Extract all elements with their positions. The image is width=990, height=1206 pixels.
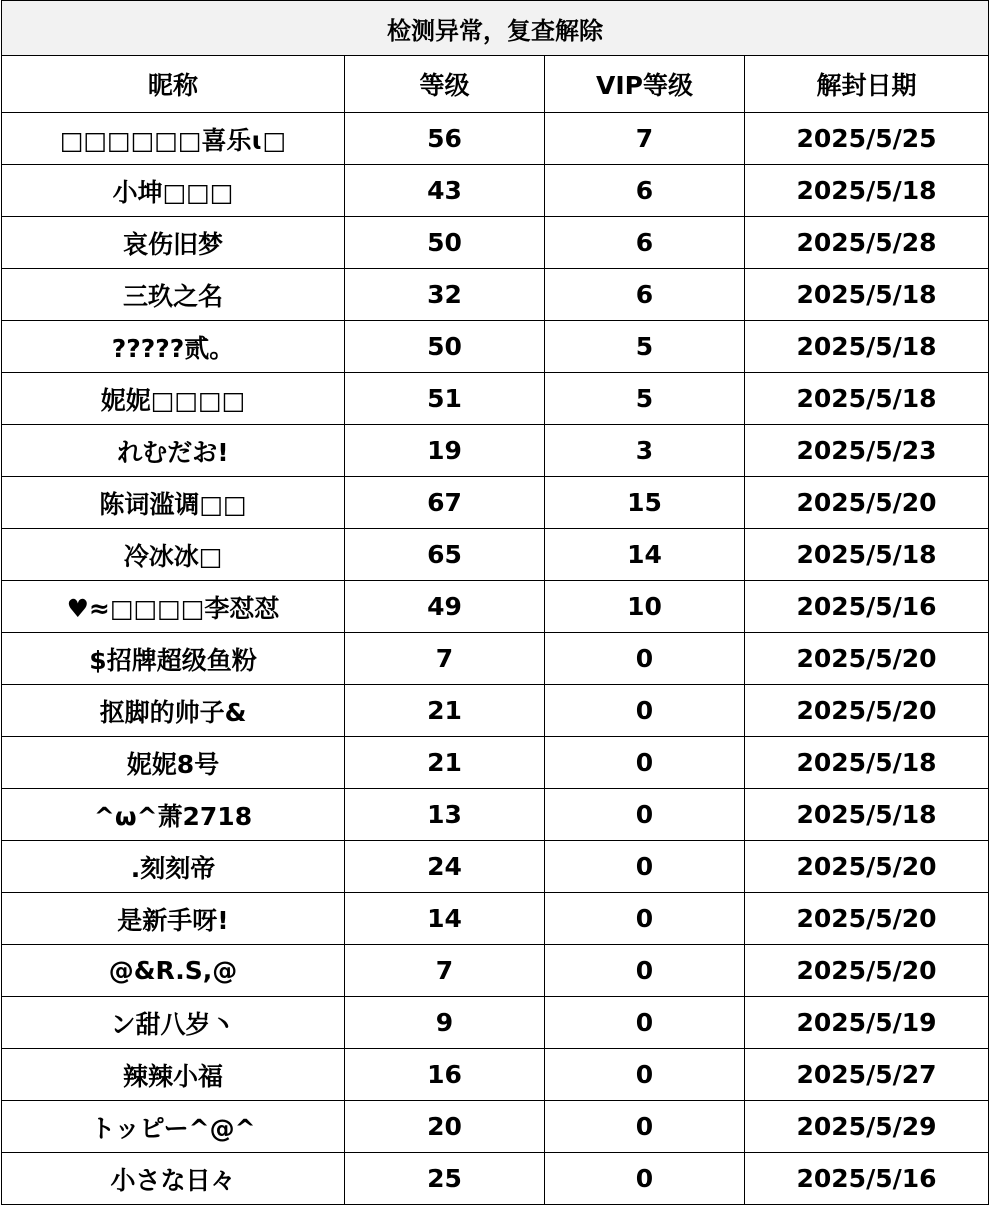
table-row xyxy=(2,945,989,997)
table-row xyxy=(2,633,989,685)
cell-vip-level: 0 xyxy=(545,633,745,685)
cell-vip-level: 0 xyxy=(545,1049,745,1101)
cell-nickname: @&R.S,@ xyxy=(2,945,345,997)
cell-nickname: 妮妮□□□□ xyxy=(2,373,345,425)
cell-nickname: 小さな日々 xyxy=(2,1153,345,1205)
cell-vip-level: 3 xyxy=(545,425,745,477)
cell-nickname: 小坤□□□ xyxy=(2,165,345,217)
cell-unban-date: 2025/5/20 xyxy=(745,685,989,737)
table-title-row xyxy=(2,1,989,56)
cell-unban-date: 2025/5/18 xyxy=(745,269,989,321)
table-row xyxy=(2,841,989,893)
cell-unban-date: 2025/5/16 xyxy=(745,1153,989,1205)
cell-unban-date: 2025/5/19 xyxy=(745,997,989,1049)
cell-vip-level: 5 xyxy=(545,373,745,425)
cell-nickname: ?????贰。 xyxy=(2,321,345,373)
table-row xyxy=(2,529,989,581)
cell-unban-date: 2025/5/23 xyxy=(745,425,989,477)
cell-level: 50 xyxy=(345,321,545,373)
cell-unban-date: 2025/5/18 xyxy=(745,373,989,425)
cell-level: 56 xyxy=(345,113,545,165)
cell-unban-date: 2025/5/18 xyxy=(745,789,989,841)
cell-vip-level: 5 xyxy=(545,321,745,373)
table-row xyxy=(2,1049,989,1101)
cell-vip-level: 6 xyxy=(545,269,745,321)
cell-level: 65 xyxy=(345,529,545,581)
cell-level: 50 xyxy=(345,217,545,269)
cell-unban-date: 2025/5/20 xyxy=(745,841,989,893)
table-row xyxy=(2,789,989,841)
cell-nickname: れむだお! xyxy=(2,425,345,477)
cell-level: 32 xyxy=(345,269,545,321)
cell-level: 51 xyxy=(345,373,545,425)
cell-vip-level: 0 xyxy=(545,893,745,945)
header-unban-date: 解封日期 xyxy=(745,56,989,113)
cell-unban-date: 2025/5/18 xyxy=(745,737,989,789)
table-row xyxy=(2,581,989,633)
cell-level: 16 xyxy=(345,1049,545,1101)
cell-unban-date: 2025/5/18 xyxy=(745,165,989,217)
cell-vip-level: 0 xyxy=(545,685,745,737)
cell-level: 21 xyxy=(345,685,545,737)
table-row xyxy=(2,269,989,321)
unban-table xyxy=(1,0,989,1205)
table-row xyxy=(2,997,989,1049)
cell-nickname: 妮妮8号 xyxy=(2,737,345,789)
table-row xyxy=(2,373,989,425)
cell-level: 21 xyxy=(345,737,545,789)
table-header-row xyxy=(2,56,989,113)
cell-level: 7 xyxy=(345,945,545,997)
cell-nickname: ♥≈□□□□李怼怼 xyxy=(2,581,345,633)
cell-level: 25 xyxy=(345,1153,545,1205)
cell-nickname: □□□□□□喜乐ɩ□ xyxy=(2,113,345,165)
cell-level: 24 xyxy=(345,841,545,893)
table-title: 检测异常，复查解除 xyxy=(2,1,989,56)
cell-nickname: 是新手呀! xyxy=(2,893,345,945)
table-row xyxy=(2,685,989,737)
table-row xyxy=(2,113,989,165)
cell-nickname: 三玖之名 xyxy=(2,269,345,321)
cell-nickname: トッピー^@^ xyxy=(2,1101,345,1153)
cell-vip-level: 0 xyxy=(545,945,745,997)
cell-level: 14 xyxy=(345,893,545,945)
cell-nickname: 陈词滥调□□ xyxy=(2,477,345,529)
table-row xyxy=(2,893,989,945)
cell-level: 20 xyxy=(345,1101,545,1153)
cell-level: 19 xyxy=(345,425,545,477)
header-nickname: 昵称 xyxy=(2,56,345,113)
table-row xyxy=(2,217,989,269)
cell-vip-level: 0 xyxy=(545,789,745,841)
table-row xyxy=(2,1153,989,1205)
cell-vip-level: 10 xyxy=(545,581,745,633)
cell-vip-level: 0 xyxy=(545,1101,745,1153)
cell-vip-level: 0 xyxy=(545,1153,745,1205)
cell-vip-level: 6 xyxy=(545,165,745,217)
cell-nickname: 辣辣小福 xyxy=(2,1049,345,1101)
cell-vip-level: 15 xyxy=(545,477,745,529)
cell-level: 43 xyxy=(345,165,545,217)
table-row xyxy=(2,425,989,477)
cell-nickname: .刻刻帝 xyxy=(2,841,345,893)
cell-unban-date: 2025/5/25 xyxy=(745,113,989,165)
table-row xyxy=(2,477,989,529)
table-row xyxy=(2,165,989,217)
cell-nickname: $招牌超级鱼粉 xyxy=(2,633,345,685)
cell-unban-date: 2025/5/18 xyxy=(745,529,989,581)
cell-level: 49 xyxy=(345,581,545,633)
cell-vip-level: 0 xyxy=(545,737,745,789)
cell-unban-date: 2025/5/27 xyxy=(745,1049,989,1101)
cell-level: 67 xyxy=(345,477,545,529)
table-row xyxy=(2,1101,989,1153)
cell-unban-date: 2025/5/20 xyxy=(745,893,989,945)
cell-level: 9 xyxy=(345,997,545,1049)
cell-nickname: 哀伤旧梦 xyxy=(2,217,345,269)
cell-nickname: ン甜八岁丶 xyxy=(2,997,345,1049)
cell-unban-date: 2025/5/20 xyxy=(745,477,989,529)
cell-vip-level: 0 xyxy=(545,997,745,1049)
cell-nickname: 抠脚的帅子& xyxy=(2,685,345,737)
cell-unban-date: 2025/5/20 xyxy=(745,945,989,997)
header-level: 等级 xyxy=(345,56,545,113)
cell-level: 7 xyxy=(345,633,545,685)
cell-level: 13 xyxy=(345,789,545,841)
header-vip-level: VIP等级 xyxy=(545,56,745,113)
cell-unban-date: 2025/5/20 xyxy=(745,633,989,685)
cell-vip-level: 0 xyxy=(545,841,745,893)
cell-unban-date: 2025/5/18 xyxy=(745,321,989,373)
cell-unban-date: 2025/5/16 xyxy=(745,581,989,633)
cell-vip-level: 7 xyxy=(545,113,745,165)
cell-unban-date: 2025/5/29 xyxy=(745,1101,989,1153)
cell-nickname: ^ω^萧2718 xyxy=(2,789,345,841)
cell-vip-level: 6 xyxy=(545,217,745,269)
table-row xyxy=(2,321,989,373)
cell-nickname: 冷冰冰□ xyxy=(2,529,345,581)
cell-unban-date: 2025/5/28 xyxy=(745,217,989,269)
table-row xyxy=(2,737,989,789)
cell-vip-level: 14 xyxy=(545,529,745,581)
